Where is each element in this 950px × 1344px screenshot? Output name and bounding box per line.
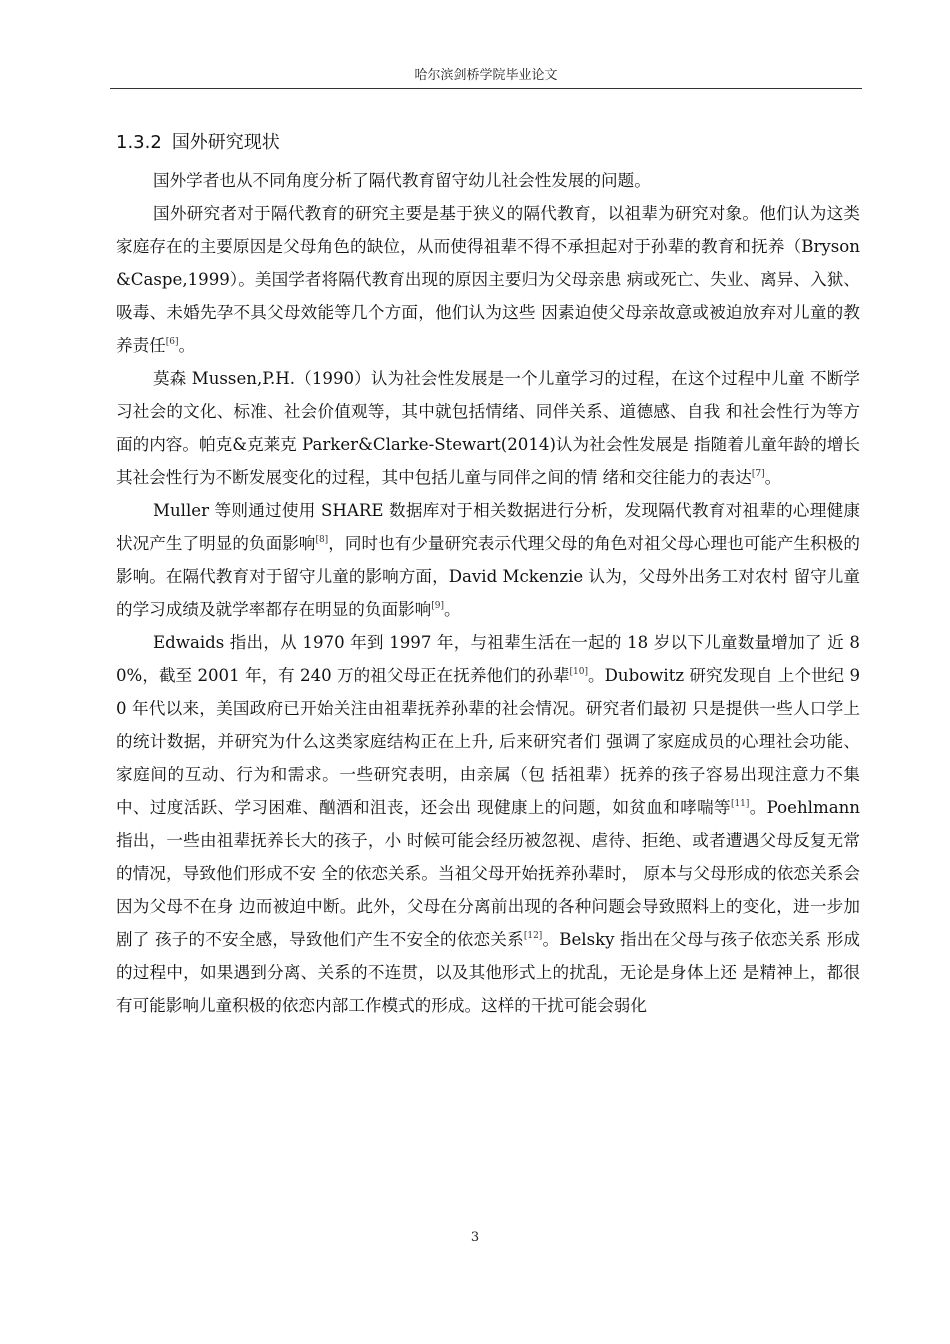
section-number: 1.3.2 [116, 132, 162, 153]
citation: [12] [523, 931, 543, 941]
citation: [10] [569, 667, 588, 677]
paragraph-text: Edwaids 指出，从 1970 年到 1997 年，与祖辈生活在一起的 18 岁以下儿童数量增加了 近 80%，截至 2001 年，有 240 万的祖父母正在抚养他们的孙辈 [116, 633, 860, 685]
paragraph-edwaids [116, 626, 860, 1022]
paragraph-text: 国外学者也从不同角度分析了隔代教育留守幼儿社会性发展的问题。 [153, 171, 651, 190]
citation: [7] [751, 469, 765, 479]
paragraph-text: Muller 等则通过使用 SHARE 数据库对于相关数据进行分析，发现隔代教育对祖辈的心理健康状况产生了明显的负面影响 [116, 501, 860, 553]
paragraph-text: 国外研究者对于隔代教育的研究主要是基于狭义的隔代教育，以祖辈为研究对象。他们认为这类家庭存在的主要原因是父母角色的缺位，从而使得祖辈不得不承担起对于孙辈的教育和抚养（Bryson&Caspe,1999）。美国学者将隔代教育出现的原因主要归为父母亲患 病或死亡、失业、离异、入狱、吸毒、未婚先孕不具父母效能等几个方面，他们认为这些 因素迫使父母亲故意或被迫放弃对儿童的教养责任 [116, 204, 860, 355]
section-title: 国外研究现状 [171, 132, 280, 153]
citation: [6] [165, 337, 179, 347]
paragraph-muller [116, 494, 860, 626]
citation: [8] [315, 535, 329, 545]
paragraph-text: 。Dubowitz 研究发现自 上个世纪 90 年代以来，美国政府已开始关注由祖辈抚养孙辈的社会情况。研究者们最初 只是提供一些人口学上的统计数据，并研究为什么这类家庭结构正在上升, 后来研究者们 强调了家庭成员的心理社会功能、家庭间的互动、行为和需求。一些研究表明，由亲属（包 括祖辈）抚养的孩子容易出现注意力不集中、过度活跃、学习困难、酗酒和沮丧，还会出 现健康上的问题，如贫血和哮喘等 [116, 666, 860, 817]
paragraph-text: ，同时也有少量研究表示代理父母的角色对祖父母心理也可能产生积极的影响。在隔代教育对于留守儿童的影响方面，David Mckenzie 认为，父母外出务工对农村 留守儿童的学习成绩及就学率都存在明显的负面影响 [116, 534, 861, 619]
section-heading [116, 128, 280, 154]
running-header: 哈尔滨剑桥学院毕业论文 [414, 68, 558, 83]
paragraph-text: 。Belsky 指出在父母与孩子依恋关系 形成的过程中，如果遇到分离、关系的不连贯，以及其他形式上的扰乱，无论是身体上还 是精神上，都很有可能影响儿童积极的依恋内部工作模式的形成。这样的干扰可能会弱化 [116, 930, 860, 1015]
paragraph-intro [116, 164, 860, 197]
page-number: 3 [470, 1230, 480, 1245]
citation: [11] [730, 799, 750, 809]
paragraph-text: 。 [764, 468, 782, 487]
paragraph-text: 。 [444, 600, 461, 619]
paragraph-text: 莫森 Mussen,P.H.（1990）认为社会性发展是一个儿童学习的过程，在这个过程中儿童 不断学习社会的文化、标准、社会价值观等，其中就包括情绪、同伴关系、道德感、自我 和社会性行为等方面的内容。帕克&克莱克 Parker&Clarke-Stewart(2014)认为社会性发展是 指随着儿童年龄的增长其社会性行为不断发展变化的过程，其中包括儿童与同伴之间的情 绪和交往能力的表达 [116, 369, 860, 487]
body-text [116, 164, 860, 1022]
paragraph-text: 。Poehlmann 指出，一些由祖辈抚养长大的孩子，小 时候可能会经历被忽视、虐待、拒绝、或者遭遇父母反复无常的情况，导致他们形成不安 全的依恋关系。当祖父母开始抚养孙辈时， 原本与父母形成的依恋关系会因为父母不在身 边而被迫中断。此外，父母在分离前出现的各种问题会导致照料上的变化，进一步加剧了 孩子的不安全感，导致他们产生不安全的依恋关系 [116, 798, 860, 949]
paragraph-grandparent-research [116, 197, 860, 362]
citation: [9] [431, 601, 445, 611]
paragraph-social-development [116, 362, 860, 494]
header-rule [110, 88, 862, 89]
paragraph-text: 。 [178, 336, 196, 355]
